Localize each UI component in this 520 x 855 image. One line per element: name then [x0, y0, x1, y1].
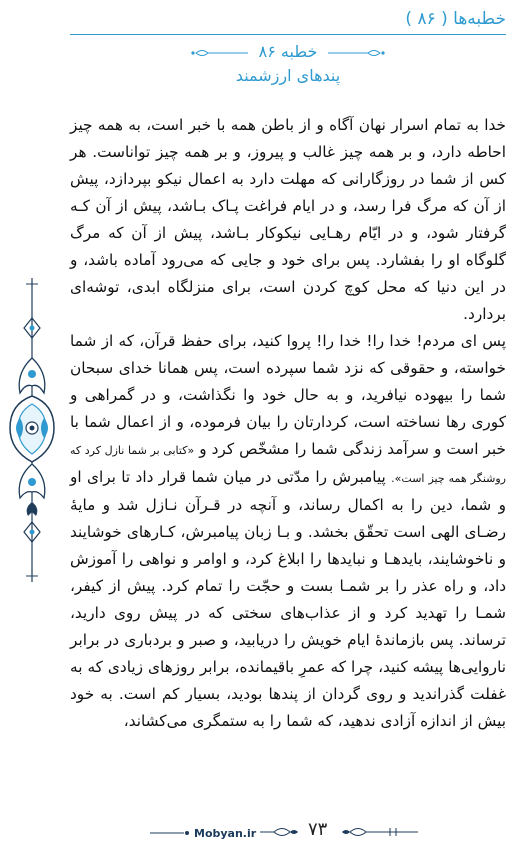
footer-flourish-left-icon — [150, 827, 190, 839]
title-flourish-right — [328, 48, 386, 58]
page-number: ۷۳ — [308, 819, 328, 840]
quran-citation: «کتابی بر شما نازل کرد که روشنگر همه چیز است». — [70, 444, 506, 485]
footer-flourish-mid-icon — [260, 823, 300, 841]
title-flourish-left — [190, 48, 248, 58]
sermon-body — [70, 112, 506, 735]
sermon-title-row — [70, 40, 506, 64]
sermon-title: خطبه ۸۶ — [258, 42, 318, 61]
running-header: خطبه‌ها ( ۸۶ ) — [405, 9, 506, 29]
page-footer — [150, 817, 420, 847]
margin-ornament-icon — [6, 278, 58, 582]
paragraph-2-part-b: پیامبرش را مدّتی در میان شما قرار داد تا برای او و شما، دین را به اکمال رساند، و آنچه در قـرآن نـازل شد و مایهٔ رضـای الهی است تحقّق بخشد. و بـا زبان پیامبرش، کـارهای خوشایند و ناخوشایند، بایدهـا و نبایدها را ابلاغ کرد، و اوامر و نواهی را آموزش داد، و راه عذر را بر شمـا بست و حجّت را تمام کرد. پیش از کیفر، شمـا را تهدید کرد و از عذاب‌های سختی که در پیش روی دارید، ترساند. پس بازماندهٔ ایام خویش را دریابید، و صبر و بردباری در برابر ناروایی‌ها پیشه کنید، چرا که عمرِ باقیمانده، برابر روزهای زیادی که به غفلت گذراندید و روی گردان از پندها بودید، بسیار کم است. به خود بیش از اندازه آزادی ندهید، که شما را به ستمگری می‌کشاند، — [70, 468, 506, 730]
paragraph-2 — [70, 328, 506, 735]
paragraph-1: خدا به تمام اسرار نهان آگاه و از باطن همه با خبر است، به همه چیز احاطه دارد، و بر همه چیز غالب و پیروز، و بر همه چیز تواناست. هر کس از شما در روزگارانی که مهلت دارد به اعمال نیکو بپردازد، پیش از آن که مرگ فرا رسد، و در ایام فراغت پـاک بـاشد، پیش از آن کـه گرفتار شود، و در ایّام رهـایی نیکوکار بـاشد، پیش از آن که مرگ گلوگاه او را بفشارد. پس برای خود و جایی که می‌رود آماده باشد، و در این دنیا که محل کوچ کردن است، برای منزلگاه ابدی، توشه‌ای بردارد. — [70, 116, 506, 323]
footer-flourish-right-icon — [340, 823, 418, 841]
paragraph-2-part-a: پس ای مردم! خدا را! خدا را! پروا کنید، برای حفظ قرآن، که از شما خواسته، و حقوقی که نزد شما سپرده است، پس همانا خدای سبحان شما را بیهوده نیافرید، و به حال خود وا نگذاشت، و در گمراهی و کوری رها نساخته است، کردارتان را بیان فرموده، و از اعمال شما با خبر است و سرآمد زندگی شما را مشخّص کرد و — [70, 332, 506, 458]
header-rule — [70, 34, 506, 35]
sermon-subtitle: پندهای ارزشمند — [235, 66, 341, 85]
site-logo-text: Mobyan.ir — [194, 827, 257, 840]
